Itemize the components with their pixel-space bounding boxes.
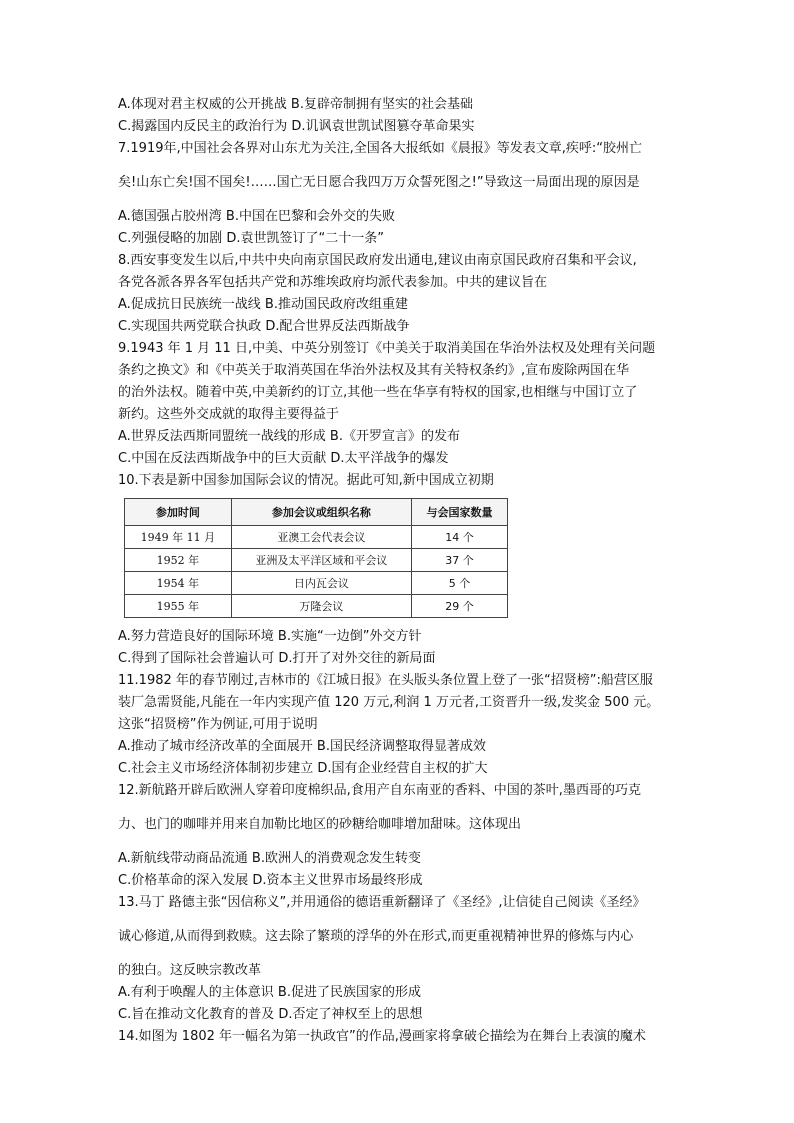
block-q12-options bbox=[118, 848, 678, 914]
text-line: A.努力营造良好的国际环境 B.实施“一边倒”外交方针 bbox=[118, 629, 422, 644]
text-line: C.旨在推动文化教育的普及 D.否定了神权至上的思想 bbox=[118, 1007, 423, 1022]
text-line: A.新航线带动商品流通 B.欧洲人的消费观念发生转变 bbox=[118, 851, 421, 866]
block-q13-options bbox=[118, 982, 678, 1048]
block-q13c bbox=[118, 960, 678, 982]
text-line: 10.下表是新中国参加国际会议的情况。据此可知,新中国成立初期 bbox=[118, 473, 494, 488]
text-line: 诚心修道,从而得到救赎。这去除了繁琐的浮华的外在形式,而更重视精神世界的修炼与内心 bbox=[118, 929, 634, 944]
text-line: A.促成抗日民族统一战线 B.推动国民政府改组重建 bbox=[118, 297, 408, 312]
text-line: 的独白。这反映宗教改革 bbox=[118, 963, 262, 978]
table-cell: 1954 年 bbox=[125, 572, 232, 595]
text-line: 12.新航路开辟后欧洲人穿着印度棉织品,食用产自东南亚的香料、中国的茶叶,墨西哥的巧克 bbox=[118, 783, 641, 798]
table-row bbox=[125, 526, 508, 549]
text-line: A.有利于唤醒人的主体意识 B.促进了民族国家的形成 bbox=[118, 985, 421, 1000]
text-line: 各党各派各界各军包括共产党和苏维埃政府均派代表参加。中共的建议旨在 bbox=[118, 275, 548, 290]
text-line: 8.西安事变发生以后,中共中央向南京国民政府发出通电,建议由南京国民政府召集和平会议, bbox=[118, 253, 637, 268]
table-header-cell: 与会国家数量 bbox=[412, 499, 508, 526]
table-row bbox=[125, 595, 508, 618]
block-q7-options bbox=[118, 206, 678, 492]
text-line: 条约之换文》和《中英关于取消英国在华治外法权及其有关特权条约》,宣布废除两国在华 bbox=[118, 363, 630, 378]
table-row bbox=[125, 572, 508, 595]
block-q7b bbox=[118, 172, 678, 194]
conference-table bbox=[124, 498, 508, 618]
text-line: C.得到了国际社会普遍认可 D.打开了对外交往的新局面 bbox=[118, 651, 436, 666]
block-top bbox=[118, 94, 678, 160]
text-line: C.揭露国内反民主的政治行为 D.讥讽袁世凯试图篡夺革命果实 bbox=[118, 119, 475, 134]
table-cell: 37 个 bbox=[412, 549, 508, 572]
text-line: C.实现国共两党联合执政 D.配合世界反法西斯战争 bbox=[118, 319, 410, 334]
table-cell: 1955 年 bbox=[125, 595, 232, 618]
text-line: C.价格革命的深入发展 D.资本主义世界市场最终形成 bbox=[118, 873, 423, 888]
block-q13b bbox=[118, 926, 678, 948]
table-cell: 14 个 bbox=[412, 526, 508, 549]
text-line: A.推动了城市经济改革的全面展开 B.国民经济调整取得显著成效 bbox=[118, 739, 486, 754]
table-cell: 1952 年 bbox=[125, 549, 232, 572]
table-cell: 亚洲及太平洋区域和平会议 bbox=[231, 549, 411, 572]
text-line: 9.1943 年 1 月 11 日,中美、中英分别签订《中美关于取消美国在华治外法权及处理有关问题 bbox=[118, 341, 656, 356]
table-row bbox=[125, 549, 508, 572]
table-header-cell: 参加时间 bbox=[125, 499, 232, 526]
table-cell: 日内瓦会议 bbox=[231, 572, 411, 595]
text-line: 11.1982 年的春节刚过,吉林市的《江城日报》在头版头条位置上登了一张“招贤榜”:船营区服 bbox=[118, 673, 653, 688]
text-line: 力、也门的咖啡并用来自加勒比地区的砂糖给咖啡增加甜味。这体现出 bbox=[118, 817, 522, 832]
text-line: 装厂急需贤能,凡能在一年内实现产值 120 万元,利润 1 万元者,工资晋升一级,发奖金 500 元。 bbox=[118, 695, 660, 710]
text-line: 13.马丁 路德主张“因信称义”,并用通俗的德语重新翻译了《圣经》,让信徒自己阅读《圣经》 bbox=[118, 895, 646, 910]
text-line: A.世界反法西斯同盟统一战线的形成 B.《开罗宣言》的发布 bbox=[118, 429, 460, 444]
block-after-table bbox=[118, 626, 678, 802]
text-line: 新约。这些外交成就的取得主要得益于 bbox=[118, 407, 340, 422]
table-cell: 1949 年 11 月 bbox=[125, 526, 232, 549]
text-line: 这张“招贤榜”作为例证,可用于说明 bbox=[118, 717, 318, 732]
table-header-cell: 参加会议或组织名称 bbox=[231, 499, 411, 526]
table-header-row bbox=[125, 499, 508, 526]
exam-page bbox=[118, 94, 678, 1048]
text-line: C.列强侵略的加剧 D.袁世凯签订了“二十一条” bbox=[118, 231, 384, 246]
text-line: 14.如图为 1802 年一幅名为第一执政官”的作品,漫画家将拿破仑描绘为在舞台上表演的魔术 bbox=[118, 1029, 646, 1044]
table-cell: 5 个 bbox=[412, 572, 508, 595]
text-line: 7.1919年,中国社会各界对山东尤为关注,全国各大报纸如《晨报》等发表文章,疾呼:“胶州亡 bbox=[118, 141, 642, 156]
conference-table-wrap bbox=[124, 498, 678, 618]
text-line: A.德国强占胶州湾 B.中国在巴黎和会外交的失败 bbox=[118, 209, 395, 224]
text-line: 的治外法权。随着中英,中美新约的订立,其他一些在华享有特权的国家,也相继与中国订立了 bbox=[118, 385, 638, 400]
table-cell: 29 个 bbox=[412, 595, 508, 618]
block-q12b bbox=[118, 814, 678, 836]
text-line: A.体现对君主权威的公开挑战 B.复辟帝制拥有坚实的社会基础 bbox=[118, 97, 473, 112]
text-line: C.社会主义市场经济体制初步建立 D.国有企业经营自主权的扩大 bbox=[118, 761, 488, 776]
table-cell: 亚澳工会代表会议 bbox=[231, 526, 411, 549]
table-cell: 万隆会议 bbox=[231, 595, 411, 618]
text-line: C.中国在反法西斯战争中的巨大贡献 D.太平洋战争的爆发 bbox=[118, 451, 449, 466]
text-line: 矣!山东亡矣!国不国矣!……国亡无日愿合我四万万众誓死图之!”导致这一局面出现的原因是 bbox=[118, 175, 640, 190]
